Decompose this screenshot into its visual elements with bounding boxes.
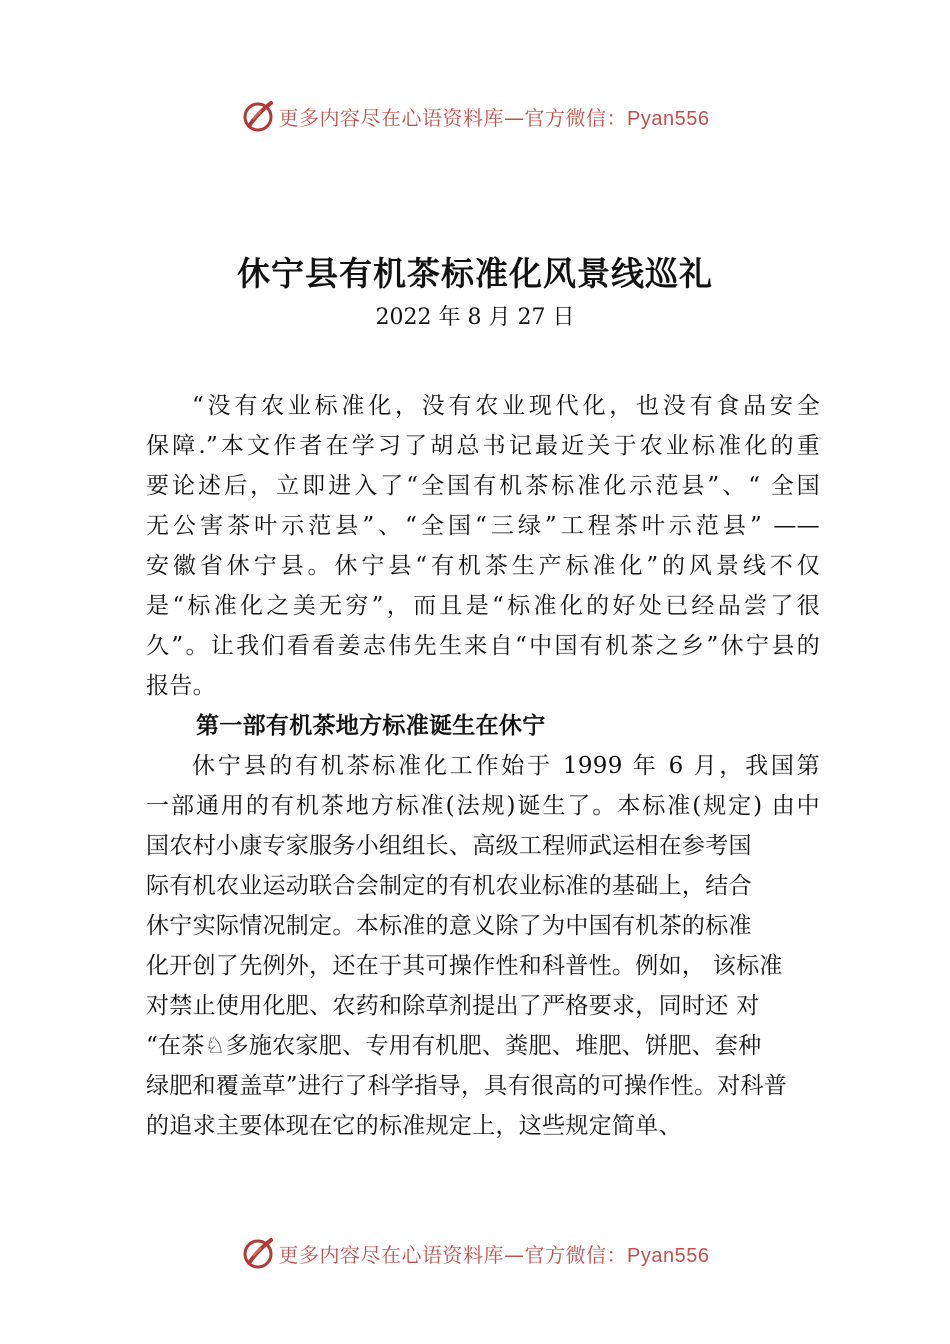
text-line: 休宁实际情况制定。本标准的意义除了为中国有机茶的标准: [146, 913, 752, 939]
text-line: 国农村小康专家服务小组组长、高级工程师武运相在参考国: [146, 833, 752, 859]
document-date: 2022 年 8 月 27 日: [375, 305, 575, 330]
text-line: 要论述后，立即进入了“全国有机茶标准化示范县”、“ 全国: [146, 473, 820, 499]
text-line: 保障.”本文作者在学习了胡总书记最近关于农业标准化的重: [146, 433, 820, 459]
text-line: 是“标准化之美无穷”，而且是“标准化的好处已经品尝了很: [146, 593, 820, 619]
text-line: 的追求主要体现在它的标准规定上，这些规定简单、: [146, 1113, 682, 1139]
text-line: “在茶♘多施农家肥、专用有机肥、粪肥、堆肥、饼肥、套种: [146, 1033, 762, 1059]
document-body: [146, 386, 820, 1146]
paragraph-intro: [146, 386, 820, 706]
text-line: 安徽省休宁县。休宁县“有机茶生产标准化”的风景线不仅: [146, 553, 820, 579]
text-line: 报告。: [146, 673, 216, 699]
watermark-banner-top: [0, 96, 950, 136]
brush-seal-logo-icon: [241, 99, 275, 133]
section-heading: 第一部有机茶地方标准诞生在休宁: [196, 712, 546, 739]
text-line: 对禁止使用化肥、农药和除草剂提出了严格要求，同时还 对: [146, 993, 760, 1019]
text-line: 绿肥和覆盖草”进行了科学指导，具有很高的可操作性。对科普: [146, 1073, 788, 1099]
text-line: 化开创了先例外，还在于其可操作性和科普性。例如， 该标准: [146, 953, 783, 979]
watermark-banner-bottom: [0, 1233, 950, 1273]
text-line: 休宁县的有机茶标准化工作始于 1999 年 6 月，我国第: [192, 753, 820, 779]
text-line: “没有农业标准化，没有农业现代化，也没有食品安全: [192, 393, 820, 419]
paragraph-section: [146, 746, 820, 1146]
text-line: 久”。让我们看看姜志伟先生来自“中国有机茶之乡”休宁县的: [146, 633, 820, 659]
watermark-text: 更多内容尽在心语资料库—官方微信：Pyan556: [278, 105, 710, 130]
text-line: 无公害茶叶示范县”、“全国“三绿”工程茶叶示范县” ——: [146, 513, 820, 539]
document-title: 休宁县有机茶标准化风景线巡礼: [237, 254, 713, 293]
brush-seal-logo-icon: [241, 1236, 275, 1270]
text-line: 一部通用的有机茶地方标准(法规)诞生了。本标准(规定) 由中: [146, 793, 820, 819]
text-line: 际有机农业运动联合会制定的有机农业标准的基础上，结合: [146, 873, 752, 899]
watermark-text: 更多内容尽在心语资料库—官方微信：Pyan556: [278, 1242, 710, 1267]
